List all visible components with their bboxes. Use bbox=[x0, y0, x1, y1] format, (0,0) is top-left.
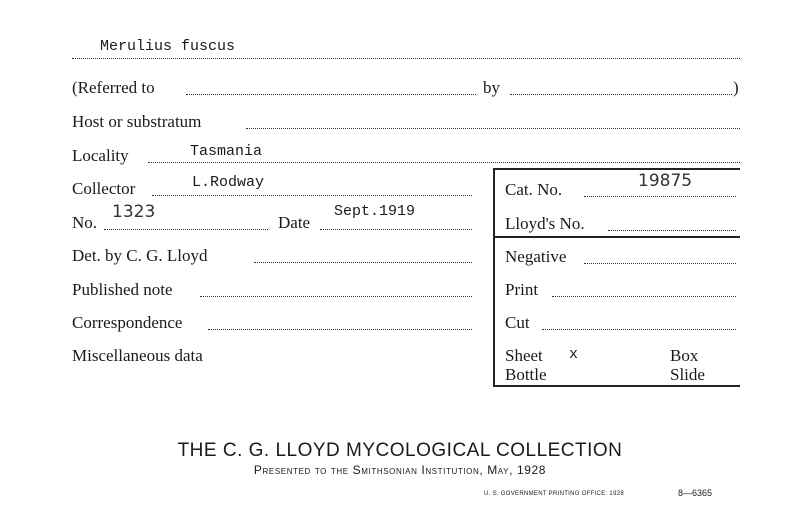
no-label: No. bbox=[72, 213, 98, 232]
locality-label: Locality bbox=[72, 146, 129, 165]
negative-label: Negative bbox=[505, 247, 567, 266]
published-line bbox=[200, 296, 472, 297]
misc-label: Miscellaneous data bbox=[72, 346, 203, 365]
by-line bbox=[510, 94, 732, 95]
by-label: by bbox=[483, 78, 500, 97]
close-paren: ) bbox=[733, 78, 739, 97]
host-label: Host or substratum bbox=[72, 112, 202, 131]
slide-label: Slide bbox=[670, 365, 705, 384]
box-label: Box bbox=[670, 346, 699, 365]
form-code: 8—6365 bbox=[678, 488, 713, 498]
sheet-label: Sheet bbox=[505, 346, 543, 365]
cat-no-line bbox=[584, 196, 736, 197]
print-line bbox=[552, 296, 736, 297]
right-box-left bbox=[493, 168, 495, 386]
collection-title: THE C. G. LLOYD MYCOLOGICAL COLLECTION bbox=[177, 440, 623, 461]
right-box-top bbox=[493, 168, 740, 170]
negative-line bbox=[584, 263, 736, 264]
right-box-divider bbox=[493, 236, 740, 238]
locality-line bbox=[148, 162, 740, 163]
referred-to-line bbox=[186, 94, 476, 95]
det-label: Det. by C. G. Lloyd bbox=[72, 246, 208, 265]
right-box-bottom bbox=[493, 385, 740, 387]
date-label: Date bbox=[278, 213, 311, 232]
cat-no-label: Cat. No. bbox=[505, 180, 563, 199]
print-label: Print bbox=[505, 280, 539, 299]
no-value: 1323 bbox=[112, 202, 156, 222]
species-line bbox=[72, 58, 740, 59]
referred-to-label: (Referred to bbox=[72, 78, 155, 97]
collector-value: L.Rodway bbox=[192, 174, 265, 191]
cut-label: Cut bbox=[505, 313, 530, 332]
collector-label: Collector bbox=[72, 179, 136, 198]
lloyds-no-line bbox=[608, 230, 736, 231]
collector-line bbox=[152, 195, 472, 196]
bottle-label: Bottle bbox=[505, 365, 547, 384]
published-label: Published note bbox=[72, 280, 173, 299]
cat-no-value: 19875 bbox=[638, 171, 693, 191]
date-value: Sept.1919 bbox=[334, 203, 416, 220]
host-line bbox=[246, 128, 740, 129]
sheet-mark: x bbox=[569, 346, 579, 363]
lloyds-no-label: Lloyd's No. bbox=[505, 214, 585, 233]
correspondence-line bbox=[208, 329, 472, 330]
correspondence-label: Correspondence bbox=[72, 313, 183, 332]
locality-value: Tasmania bbox=[190, 143, 263, 160]
printing-office-note: U. S. GOVERNMENT PRINTING OFFICE: 1928 bbox=[484, 491, 624, 497]
species-name: Merulius fuscus bbox=[100, 38, 236, 55]
no-line bbox=[104, 229, 268, 230]
det-line bbox=[254, 262, 472, 263]
collection-subtitle: Presented to the Smithsonian Institution, May, 1928 bbox=[253, 463, 547, 477]
cut-line bbox=[542, 329, 736, 330]
date-line bbox=[320, 229, 472, 230]
